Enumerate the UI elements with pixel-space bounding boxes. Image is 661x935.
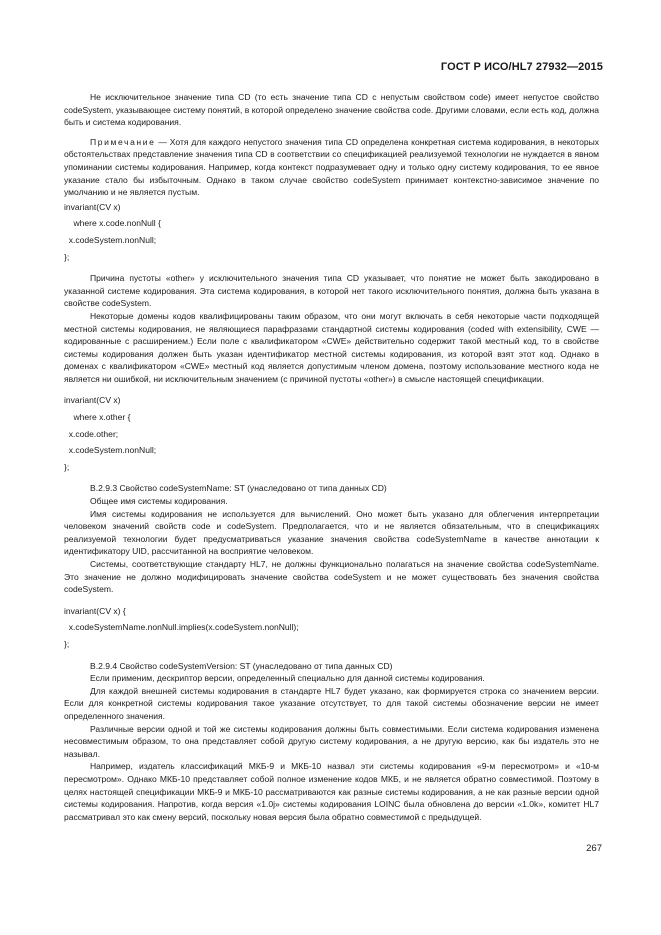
code-line: x.codeSystem.nonNull; [64,445,157,456]
page-number: 267 [586,843,602,854]
note-text: — Хотя для каждого непустого значения типа CD определена конкретная система кодирования, в некоторых обстоятельствах представление значения типа CD в соответствии со спецификацией реализуемой технологии не нуждается в явном упоминании системы кодирования. Например, когда контекст подразумевает одну и только одну систему кодирования, то ее явное указание стало бы избыточным. Однако в таком случае свойство codeSystem принимает контекстно-зависимое значение по умолчанию и не является пустым. [64,136,599,198]
paragraph: Для каждой внешней системы кодирования в стандарте HL7 будет указано, как формируется строка со значением версии. Если для конкретной системы кодирования такое указание отсутствует, то для такой системы обозначение версии не имеет определенного значения. [64,685,599,721]
section-subheading: Общее имя системы кодирования. [90,496,228,507]
code-line: }; [64,638,70,649]
code-line: }; [64,251,70,262]
document-header: ГОСТ Р ИСО/HL7 27932—2015 [440,61,603,73]
paragraph: Причина пустоты «other» у исключительного значения типа CD указывает, что понятие не может быть закодировано в указанной системе кодирования. Эта система кодирования, в которой нет такого исключительного понятия, должна быть указана в свойстве codeSystem. [64,273,599,309]
code-block [64,199,599,265]
note-label: Примечание [90,136,156,147]
code-line: x.codeSystem.nonNull; [64,234,157,245]
paragraph: Некоторые домены кодов квалифицированы таким образом, что они могут включать в себя некоторые части подходящей местной системы кодирования, не являющиеся парафразами стандартной системы кодирования (coded with extensibility, CWE — кодированные с расширением.) Если поле с квалификатором «CWE» действительно содержит такой местный код, то в свойстве системы кодирования должен быть указан идентификатор местной системы кодирования, из которой взят этот код. Однако в доменах с квалификатором «CWE» местный код является допустимым членом домена, поэтому использование местного кода не является ни ошибкой, ни исключительным значением (с причиной пустоты «other») в смысле настоящей спецификации. [64,310,599,384]
code-block [64,603,599,653]
note-paragraph [64,136,599,199]
paragraph: Например, издатель классификаций МКБ-9 и МКБ-10 назвал эти системы кодирования «9-м пересмотром» и «10-м пересмотром». Однако МКБ-10 представляет собой полное изменение кодов МКБ, и не является обратно совместимой. Поэтому в целях настоящей спецификации МКБ-9 и МКБ-10 рассматриваются как разные системы кодирования, а не как разные версии одной системы кодирования. Напротив, когда версия «1.0j» системы кодирования LOINC была обновлена до версии «1.0k», комитет HL7 рассматривал это как смену версий, поскольку новая версия была обратно совместимой с предыдущей. [64,761,599,822]
paragraph: Имя системы кодирования не используется для вычислений. Оно может быть указано для облегчения интерпретации человеком значений свойств code и codeSystem. Предполагается, что и не является обязательным, что в спецификациях реализуемой технологии будет предусматриваться указание значения свойства codeSystemName в качестве аннотации к идентификатору UID, рассчитанной на восприятие человеком. [64,508,599,557]
paragraph: Не исключительное значение типа CD (то есть значение типа CD с непустым свойством code) имеет непустое свойство codeSystem, указывающее систему понятий, в которой определено значение свойства code. Другими словами, если есть код, должна быть и система кодирования. [64,92,599,128]
paragraph: Системы, соответствующие стандарту HL7, не должны функционально полагаться на значение свойства codeSystemName. Это значение не должно модифицировать значение свойства codeSystem и не может существовать без значения свойства codeSystem. [64,559,599,595]
section-heading: B.2.9.4 Свойство codeSystemVersion: ST (унаследовано от типа данных CD) [90,660,393,671]
document-body [64,91,599,823]
section-subheading: Если применим, дескриптор версии, определенный специально для данной системы кодирования. [90,673,485,684]
code-line: where x.other { [64,412,131,423]
section-heading: B.2.9.3 Свойство codeSystemName: ST (унаследовано от типа данных CD) [90,483,387,494]
code-line: invariant(CV x) [64,395,121,406]
code-block [64,392,599,475]
code-line: invariant(CV x) [64,201,121,212]
code-line: x.codeSystemName.nonNull.implies(x.codeSystem.nonNull); [64,622,299,633]
code-line: }; [64,461,70,472]
code-line: invariant(CV x) { [64,605,126,616]
paragraph: Различные версии одной и той же системы кодирования должны быть совместимыми. Если система кодирования изменена несовместимым образом, то она представляет собой другую систему кодирования, а не другую версию, как бы издатель это не называл. [64,723,599,759]
code-line: x.code.other; [64,428,119,439]
code-line: where x.code.nonNull { [64,218,161,229]
